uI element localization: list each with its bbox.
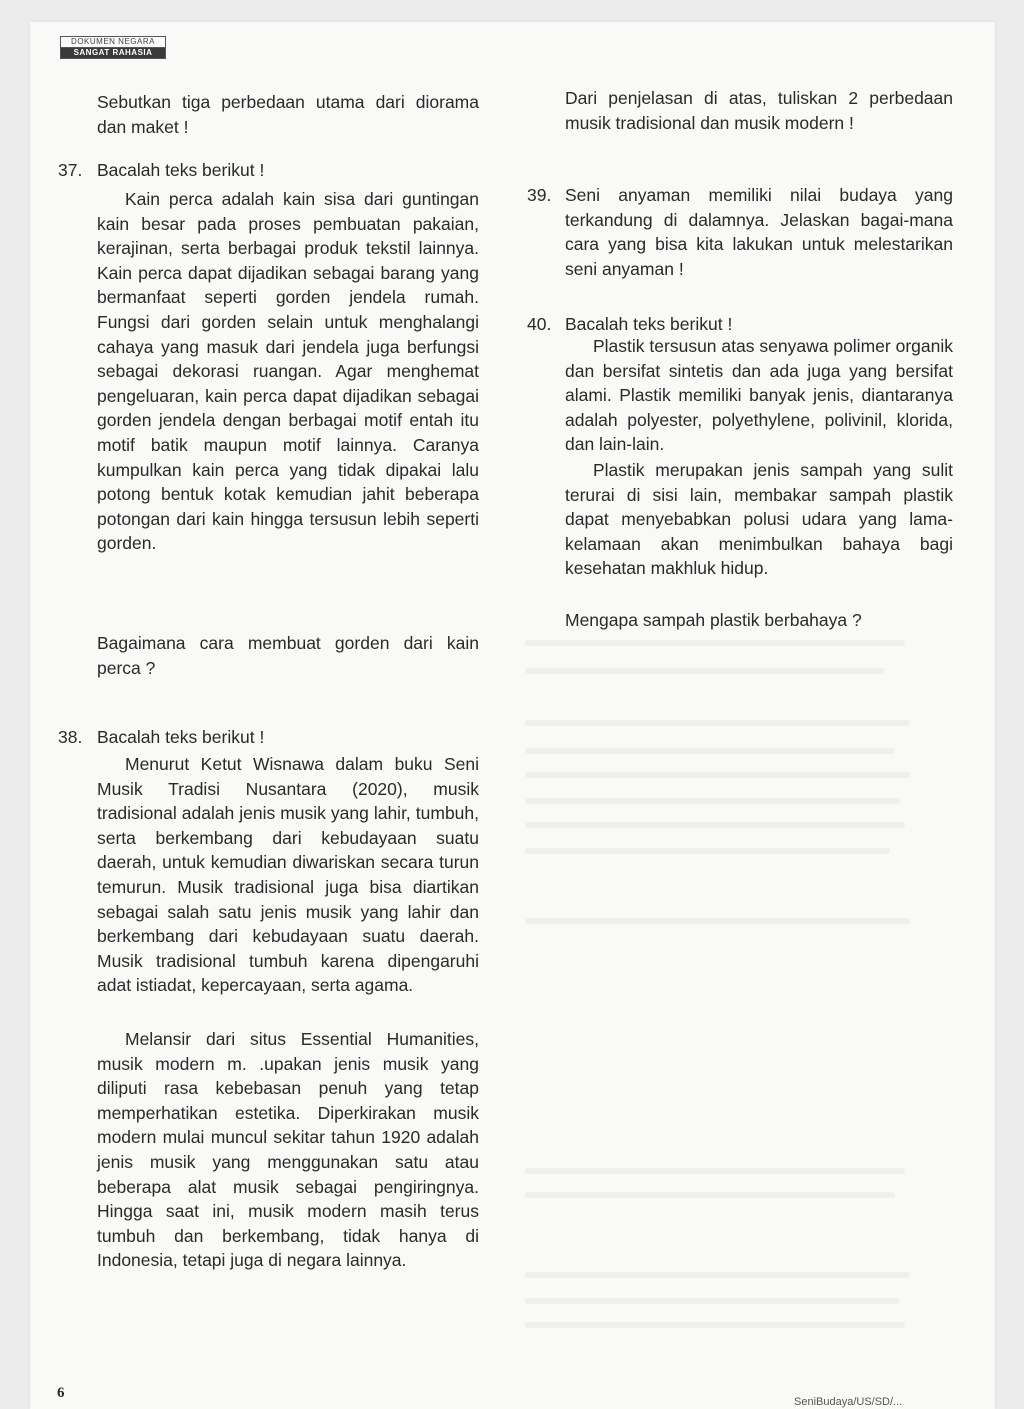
page-number: 6 <box>57 1385 65 1401</box>
question-40-prompt: Mengapa sampah plastik berbahaya ? <box>565 610 862 630</box>
question-39-text: Seni anyaman memiliki nilai budaya yang terkandung di dalamnya. Jelaskan bagai-mana cara yang bisa kita lakukan untuk melestarikan seni anyaman ! <box>565 185 953 279</box>
question-37-number: 37. <box>58 160 83 180</box>
question-40-intro: Bacalah teks berikut ! <box>565 314 733 334</box>
stamp-line-secret: SANGAT RAHASIA <box>61 48 165 58</box>
question-40-passage-1: Plastik tersusun atas senyawa polimer organik dan bersifat sintetis dan ada juga yang bersifat alami. Plastik memiliki banyak jenis, diantaranya adalah polyester, polyethylene, polivinil, klorida, dan lain-lain. <box>565 336 953 455</box>
question-38-passage-1: Menurut Ketut Wisnawa dalam buku Seni Musik Tradisi Nusantara (2020), musik tradisional adalah jenis musik yang lahir, tumbuh, serta berkembang dari kebudayaan suatu daerah, untuk kemudian diwariskan secara turun temurun. Musik tradisional juga bisa diartikan sebagai salah satu jenis musik yang lahir dan berkembang dari kebudayaan suatu daerah. Musik tradisional tumbuh karena dipengaruhi adat istiadat, kepercayaan, serta agama. <box>97 754 479 996</box>
question-40-passage-2: Plastik merupakan jenis sampah yang sulit terurai di sisi lain, membakar sampah plastik dapat menyebabkan polusi udara yang lama-kelamaan akan menimbulkan bahaya bagi kesehatan makhluk hidup. <box>565 460 953 579</box>
question-38-passage-2: Melansir dari situs Essential Humanities, musik modern m. .upakan jenis musik yang diliputi rasa kebebasan penuh yang tetap memperhatikan estetika. Diperkirakan musik modern mulai muncul sekitar tahun 1920 adalah jenis musik yang menggunakan satu atau beberapa alat musik sebagai pengiringnya. Hingga saat ini, musik modern masih terus tumbuh dan berkembang, tidak hanya di Indonesia, tetapi juga di negara lainnya. <box>97 1029 479 1271</box>
question-37-prompt: Bagaimana cara membuat gorden dari kain perca ? <box>97 633 479 678</box>
question-38-prompt: Dari penjelasan di atas, tuliskan 2 perbedaan musik tradisional dan musik modern ! <box>565 88 953 133</box>
question-38-intro: Bacalah teks berikut ! <box>97 727 265 747</box>
question-36-tail: Sebutkan tiga perbedaan utama dari diorama dan maket ! <box>97 92 479 137</box>
footer-code: SeniBudaya/US/SD/... <box>794 1396 903 1408</box>
question-37-intro: Bacalah teks berikut ! <box>97 160 265 180</box>
classification-stamp <box>60 36 166 59</box>
question-40-number: 40. <box>527 314 552 334</box>
question-39-number: 39. <box>527 185 552 205</box>
question-38-number: 38. <box>58 727 83 747</box>
question-37-passage: Kain perca adalah kain sisa dari guntingan kain besar pada proses pembuatan pakaian, kerajinan, serta berbagai produk tekstil lainnya. Kain perca dapat dijadikan sebagai barang yang bermanfaat seperti gorden jendela rumah. Fungsi dari gorden selain untuk menghalangi cahaya yang masuk dari jendela juga berfungsi sebagai dekorasi ruangan. Agar menghemat pengeluaran, kain perca dapat dijadikan sebagai gorden jendela dengan berbagai motif entah itu motif batik maupun motif lainnya. Caranya kumpulkan kain perca yang tidak dipakai lalu potong bentuk kotak kemudian jahit beberapa potongan dari kain hingga tersusun lebih seperti gorden. <box>97 189 479 554</box>
stamp-line-document: DOKUMEN NEGARA <box>61 37 165 48</box>
